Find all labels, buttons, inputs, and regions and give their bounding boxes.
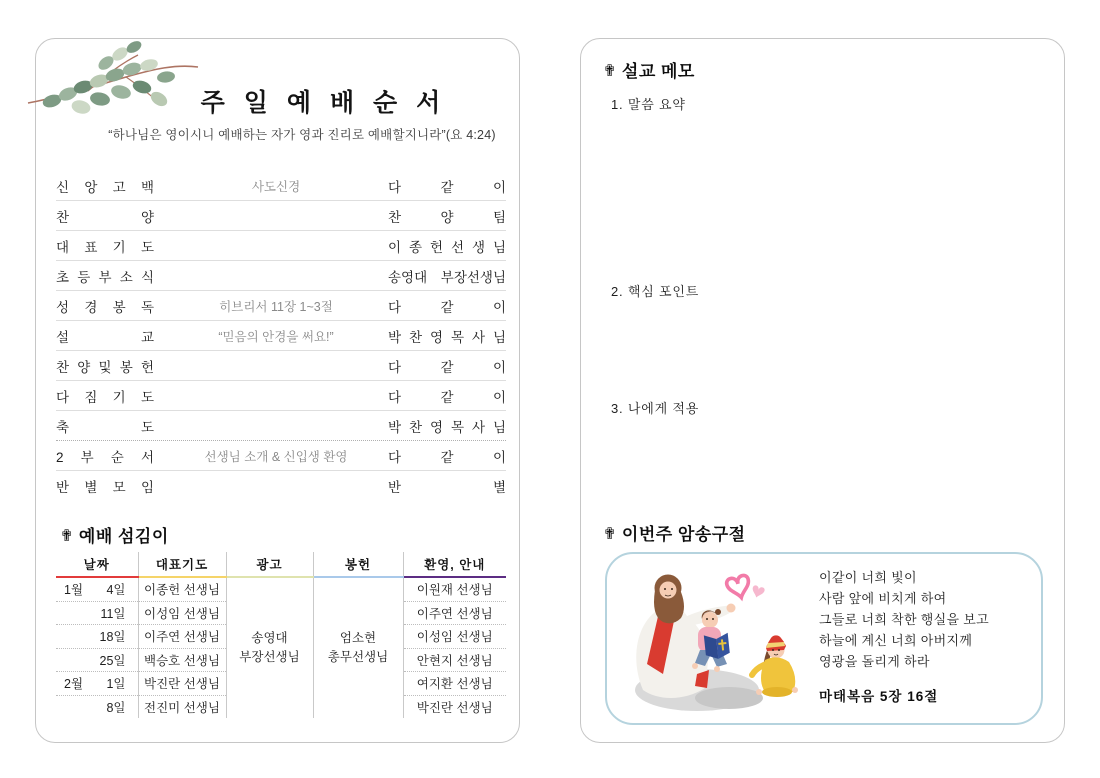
order-row [56, 201, 506, 231]
column-header-prayer: 대표기도 [138, 552, 226, 577]
bulletin-right-page [580, 38, 1065, 743]
prayer-cell: 전진미 선생님 [138, 695, 226, 718]
bulletin-left-page [35, 38, 520, 743]
order-item-label: 초 등 부 소 식 [56, 269, 154, 285]
welcome-cell: 이주연 선생님 [403, 601, 506, 625]
verse-line: 이같이 너희 빛이 [819, 570, 917, 585]
order-row [56, 291, 506, 321]
order-item-detail: 히브리서 11장 1~3절 [219, 299, 333, 314]
prayer-cell: 이종헌 선생님 [138, 577, 226, 601]
servants-table [56, 552, 506, 718]
order-item-detail: 선생님 소개 & 신입생 환영 [204, 449, 348, 464]
order-row [56, 261, 506, 291]
servants-heading-label: 예배 섬김이 [78, 527, 169, 546]
verse-reference: 마태복음 5장 16절 [819, 689, 939, 704]
cross-icon: ✟ [603, 63, 617, 80]
memory-verse-text [819, 567, 1037, 705]
welcome-cell: 이성임 선생님 [403, 625, 506, 649]
page-title: 주 일 예 배 순 서 [200, 89, 447, 117]
welcome-cell: 박진란 선생님 [403, 695, 506, 718]
prayer-cell: 이주연 선생님 [138, 625, 226, 649]
title-verse: “하나님은 영이시니 예배하는 자가 영과 진리로 예배할지니라”(요 4:24) [108, 128, 496, 142]
verse-line: 하늘에 계신 너희 아버지께 [819, 633, 973, 648]
order-item-person: 박 찬 영 목 사 님 [388, 419, 506, 435]
prayer-cell: 박진란 선생님 [138, 672, 226, 696]
order-row [56, 171, 506, 201]
column-header-announce: 광고 [226, 552, 313, 577]
cross-icon: ✟ [60, 528, 74, 545]
jesus-children-illustration [613, 558, 823, 717]
order-item-label: 설 교 [56, 329, 154, 345]
verse-heading-label: 이번주 암송구절 [621, 525, 746, 544]
order-row [56, 351, 506, 381]
worship-order-list [56, 171, 506, 500]
column-header-welcome: 환영, 안내 [403, 552, 506, 577]
prayer-cell: 이성임 선생님 [138, 601, 226, 625]
order-row [56, 321, 506, 351]
order-row [56, 231, 506, 261]
order-item-person: 박 찬 영 목 사 님 [388, 329, 506, 345]
memo-item-keypoint: 2. 핵심 포인트 [611, 284, 700, 299]
memory-verse-box [605, 552, 1043, 725]
order-row [56, 411, 506, 441]
order-item-label: 신 앙 고 백 [56, 179, 154, 195]
welcome-cell: 여지환 선생님 [403, 672, 506, 696]
servants-section-heading [60, 522, 169, 547]
date-cell: 2월 1일 [56, 672, 138, 696]
verse-line: 그들로 너희 착한 행실을 보고 [819, 612, 989, 627]
column-header-date: 날짜 [56, 552, 138, 577]
memo-item-summary: 1. 말씀 요약 [611, 97, 686, 112]
order-item-person: 다 같 이 [388, 359, 506, 375]
memo-item-apply: 3. 나에게 적용 [611, 401, 700, 416]
welcome-cell: 이원재 선생님 [403, 577, 506, 601]
servants-header-row [56, 552, 506, 577]
order-item-person: 이 종 헌 선 생 님 [388, 239, 506, 255]
order-item-person: 다 같 이 [388, 389, 506, 405]
date-cell: 11일 [56, 601, 138, 625]
memo-heading-label: 설교 메모 [621, 62, 695, 81]
order-item-label: 찬 양 [56, 209, 154, 225]
heart-icon [726, 574, 752, 600]
order-item-person: 반 별 [388, 479, 506, 495]
column-header-offering: 봉헌 [313, 552, 403, 577]
order-item-label: 반 별 모 임 [56, 479, 154, 495]
memory-verse-heading [603, 520, 746, 545]
order-item-person: 송영대 부장선생님 [388, 269, 506, 285]
welcome-cell: 안현지 선생님 [403, 648, 506, 672]
table-row [56, 577, 506, 601]
order-item-detail: 사도신경 [251, 179, 301, 194]
order-item-detail: “믿음의 안경을 써요!” [218, 329, 334, 344]
verse-line: 영광을 돌리게 하라 [819, 654, 930, 669]
date-cell: 25일 [56, 648, 138, 672]
order-item-label: 2 부 순 서 [56, 449, 154, 465]
heart-icon [750, 585, 765, 599]
order-row [56, 441, 506, 471]
announce-merged-cell: 송영대 부장선생님 [226, 577, 313, 718]
prayer-cell: 백승호 선생님 [138, 648, 226, 672]
cross-icon: ✟ [603, 526, 617, 543]
order-item-person: 찬 양 팀 [388, 209, 506, 225]
date-cell: 1월 4일 [56, 577, 138, 601]
date-cell: 18일 [56, 625, 138, 649]
order-item-label: 찬 양 및 봉 헌 [56, 359, 154, 375]
date-cell: 8일 [56, 695, 138, 718]
order-item-person: 다 같 이 [388, 179, 506, 195]
order-item-label: 성 경 봉 독 [56, 299, 154, 315]
sermon-memo-heading [603, 57, 695, 82]
order-row [56, 471, 506, 500]
order-item-person: 다 같 이 [388, 449, 506, 465]
order-item-label: 축 도 [56, 419, 154, 435]
offering-merged-cell: 엄소현 총무선생님 [313, 577, 403, 718]
order-item-label: 대 표 기 도 [56, 239, 154, 255]
order-row [56, 381, 506, 411]
order-item-person: 다 같 이 [388, 299, 506, 315]
verse-line: 사람 앞에 비치게 하여 [819, 591, 947, 606]
order-item-label: 다 짐 기 도 [56, 389, 154, 405]
